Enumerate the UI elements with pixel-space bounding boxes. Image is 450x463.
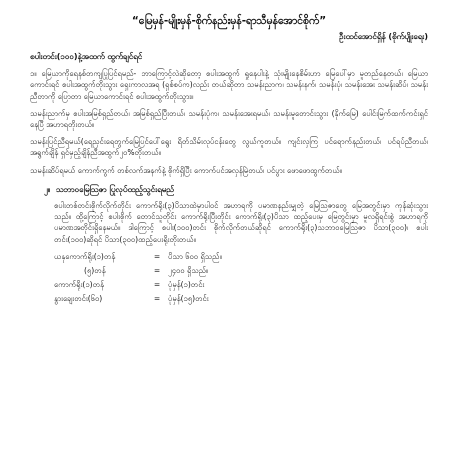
- section-title: သဘာဝမြေဩဇာ ပြုလုပ်ထည့်သွင်းရမည်: [55, 184, 175, 194]
- equals-sign: =: [153, 251, 161, 261]
- stats-list: [54, 251, 428, 307]
- paragraph-2: သမန်းညာက်မှ စပါးအမြစ်ရှည်တယ်၊ အမြစ်ရှည်ပြီးတယ်၊ သမန်းပုံက၊ သမန်းအေးရမယ်၊ သမန်းမူတောင်းသွား (နိုက်မြေ) ပေါင်းမြက်ထက်ကင်းရှင်နေပြီ အဟာရတိုးတယ်။: [30, 108, 428, 130]
- paragraph-number: ၁။: [30, 69, 37, 79]
- stat-label: ကောက်ရိုး(၁)တန်: [54, 279, 104, 289]
- stat-value: ပိသာ ၆၀၀ ရှိသည်။: [168, 251, 222, 261]
- stat-label: ယနုကောက်ရိုး(၁)တန်: [54, 251, 116, 261]
- equals-sign: =: [153, 279, 161, 289]
- document-title: “မြေမှန်-မျိုးမှန်-စိုက်နည်းမှန်-ရာသီမှန်အောင်စိုက်”: [131, 15, 327, 27]
- intro-heading: စပါးတင်း(၁၀၀)နဲ့အထက် ထွက်ချင်ရင်: [30, 52, 143, 61]
- paragraph-text: မြေယာကိုရေနစ်တကျပြုပြင်ရမည်- ဘာကြောင့်လဲဆိုတော့ စပါးအထွက် ရှုနေပါးနဲ့ သုံးမျိုးနေစိမ်းဟာ မြေပေါ်မှာ မူတည်နေတယ်၊ မြေယာကောင်းရင် စပါးအထွက်တိုးသွား ရှေးကာလအရ (ရှစ်စပ်က)လည်း တယ်ဆိုတာ သမန်းညာက၊ သမန်းနက်၊ သမန်းပုံ၊ သမန်းအေး သမန်းဆိပ်၊ သမန်းညီတာကို ပြောတာ မြေယာကောင်းရင် စပါးအထွက်တိုးသွား။: [30, 69, 428, 101]
- stat-row: [54, 251, 428, 265]
- paragraph-3: သမန်းပြင်ညီရမယ်(ရေညှင်းရေတွက်မြေပြင်ပေါ်ရွေး ရိတ်သိမ်းလုပ်ငန်းတွေ လွယ်ကူတယ်။ ကျင်းလှကြ ပင်ရောက်နည်းတယ်၊ ပင်ရပ်ညီတယ်၊ အရွက်ချိန် ရှင်မှည့်ချိန်ညီအထွက်၂၀%တိုးတယ်။: [30, 137, 428, 158]
- paragraph-4: သမန်းဆိပ်ရမယ် ကောက်ကွက် တစ်လက်အနက်နဲ့ စိုက်ရှိပြီး ကောက်ပင်အလှန်မြဲတယ်၊ ပင်ပွား ဖောဖောထွက်တယ်။: [30, 165, 342, 175]
- stat-row: [54, 265, 428, 279]
- stat-value: ပုံမှန်(၁၅)တင်း: [168, 293, 209, 303]
- stat-label: (၅)တန်: [84, 265, 106, 275]
- stat-row: [54, 293, 428, 307]
- section-heading: [44, 184, 428, 195]
- equals-sign: =: [153, 265, 161, 275]
- section-body: စပါးတစ်တင်းစိုက်လိုက်တိုင်း ကောက်ရိုး(၃)ပိသာထဲမှာပါဝင် အဟာရကို ပမာဏနည်းမျှတဲ့ မြေဩဇာတွေ မြေအတွင်းမှာ ကုန်ဆုံးသွားသည်။ ထို့ကြောင့် စပါးစိုက် တောင်သူတိုင်း ကောက်ရိုးပြီးတိုင်း ကောက်ရိုး(၃)ပိသာ ထည့်ပေးမှ မြေတွင်းမှာ မူလရှိရင်းစွဲ အဟာရကို ပမာဏအတိုင်းရှိနေမယ်။ ဒါကြောင့် စပါး(၁၀၀)တင်း စိုက်လိုက်တယ်ဆိုရင် ကောက်ရိုး(၃)သဘာဝမြေဩဇာ ပိသာ(၃၀၀)၊ စပါးတင်း(၁၀၀)ဆိုရင် ပိသာ(၃၀၀)ထည့်ပေးရိုးတိုးတယ်။: [54, 201, 428, 244]
- paragraph-1: [30, 68, 428, 102]
- stat-row: [54, 279, 428, 293]
- equals-sign: =: [153, 293, 161, 303]
- author-line: ဦးထင်အောင်ရှိန် (စိုက်ပျိုးရေး): [339, 32, 428, 41]
- section-number: ၂။: [44, 184, 51, 194]
- stat-label: နွားချေးတင်း(၆၀): [54, 293, 103, 303]
- stat-value: ၂၄၀၀ ရှိသည်။: [168, 265, 209, 275]
- stat-value: ပုံမှန်(၁)တင်း: [168, 279, 205, 289]
